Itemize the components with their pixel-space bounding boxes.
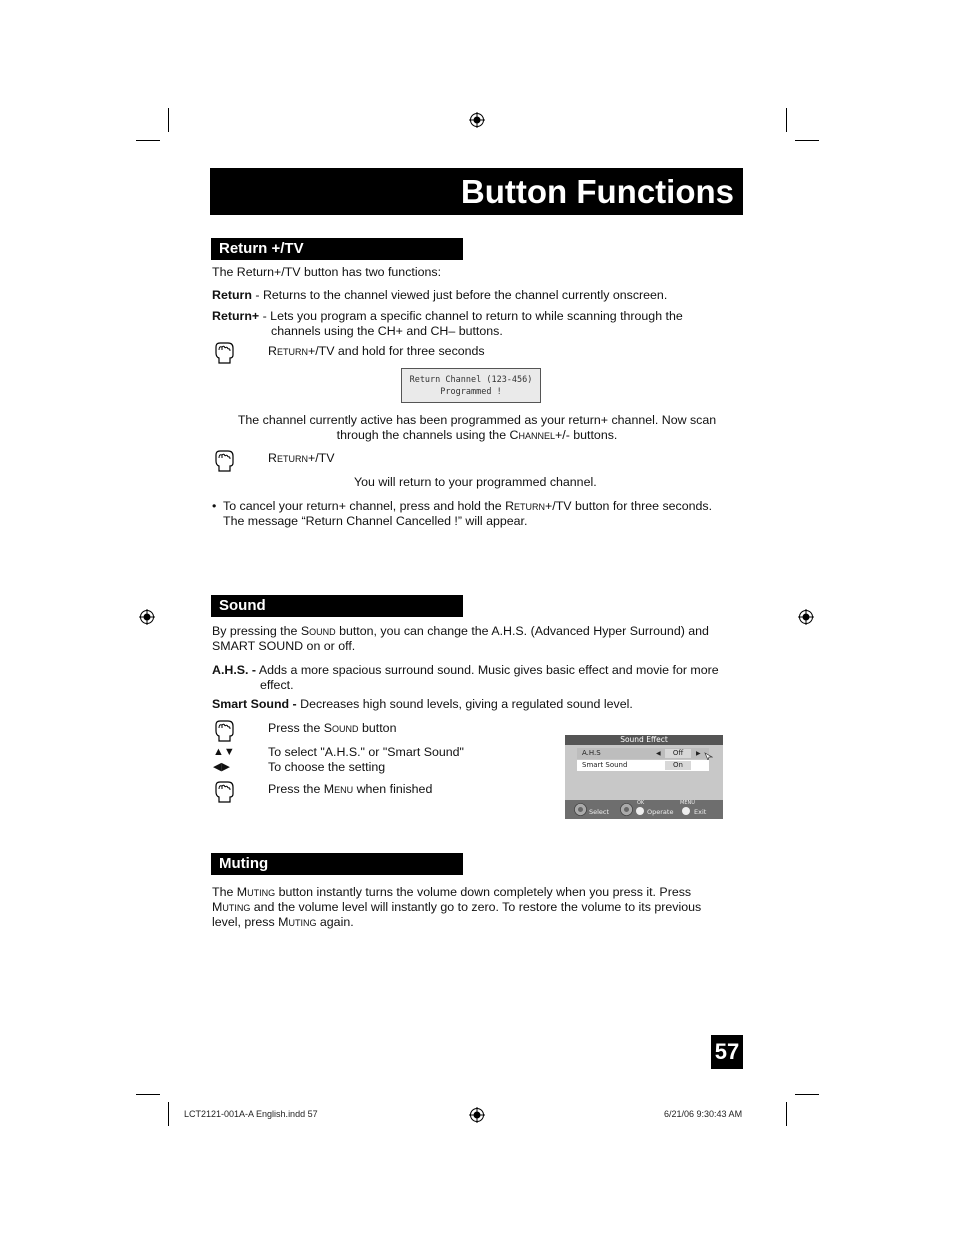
intro-text: By pressing the bbox=[212, 624, 301, 638]
osd-exit-label: Exit bbox=[694, 808, 707, 816]
crop-mark bbox=[168, 1102, 169, 1126]
press-button-hand-icon bbox=[213, 719, 235, 743]
sound-intro-cont: SMART SOUND on or off. bbox=[212, 639, 356, 653]
menu-button-icon bbox=[682, 807, 690, 815]
registration-mark-icon bbox=[798, 609, 814, 625]
definition-text: Decreases high sound levels, giving a regulated sound level. bbox=[296, 697, 633, 711]
osd-row-value: On bbox=[665, 761, 691, 770]
press-button-hand-icon bbox=[213, 780, 235, 804]
note-text: through the channels using the bbox=[336, 428, 510, 442]
body-text: button instantly turns the volume down completely when you press it. Press bbox=[275, 885, 692, 899]
osd-row-smart-sound bbox=[577, 760, 709, 771]
sound-step-3: To choose the setting bbox=[268, 760, 386, 774]
muting-text-3 bbox=[212, 915, 354, 930]
body-text: The bbox=[212, 885, 237, 899]
section-heading-sound: Sound bbox=[211, 595, 463, 617]
bullet-marker: • bbox=[212, 499, 217, 513]
crop-mark bbox=[795, 140, 819, 141]
registration-mark-icon bbox=[469, 112, 485, 128]
definition-text: - Lets you program a specific channel to return to while scanning through the bbox=[259, 309, 683, 323]
button-name: Sound bbox=[300, 624, 336, 638]
step-text: +/TV and hold for three seconds bbox=[307, 344, 485, 358]
footer-timestamp: 6/21/06 9:30:43 AM bbox=[664, 1109, 743, 1119]
return-note-1: The channel currently active has been programmed as your return+ channel. Now scan bbox=[237, 413, 717, 427]
up-down-arrows-icon: ▲▼ bbox=[213, 746, 235, 758]
returnplus-definition-cont: channels using the CH+ and CH– buttons. bbox=[271, 324, 503, 338]
definition-text: Adds a more spacious surround sound. Music gives basic effect and movie for more bbox=[256, 663, 719, 677]
term-returnplus: Return+ bbox=[212, 309, 260, 323]
button-name: Muting bbox=[236, 885, 276, 899]
crop-mark bbox=[786, 108, 787, 132]
ahs-definition-cont: effect. bbox=[260, 678, 294, 692]
left-arrow-icon: ◀ bbox=[656, 750, 661, 757]
section-heading-muting: Muting bbox=[211, 853, 463, 875]
sound-step-2: To select "A.H.S." or "Smart Sound" bbox=[268, 745, 464, 759]
osd-footer bbox=[565, 800, 723, 819]
return-intro: The Return+/TV button has two functions: bbox=[212, 265, 442, 279]
body-text: level, press bbox=[212, 915, 279, 929]
osd-select-label: Select bbox=[589, 808, 610, 816]
section-heading-return: Return +/TV bbox=[211, 238, 463, 260]
crop-mark bbox=[136, 140, 160, 141]
osd-row-ahs bbox=[577, 748, 709, 759]
registration-mark-icon bbox=[469, 1107, 485, 1123]
left-right-arrows-icon: ◀▶ bbox=[213, 761, 230, 773]
step-text: Press the bbox=[268, 782, 324, 796]
muting-text-1 bbox=[212, 885, 691, 900]
dpad-icon bbox=[620, 803, 633, 816]
registration-mark-icon bbox=[139, 609, 155, 625]
right-arrow-icon: ▶ bbox=[696, 750, 701, 757]
osd-line: Return Channel (123-456) bbox=[409, 375, 533, 385]
returnplus-definition bbox=[212, 309, 683, 324]
osd-return-programmed bbox=[401, 368, 541, 403]
muting-text-2 bbox=[212, 900, 701, 915]
osd-menu-label: MENU bbox=[680, 800, 695, 806]
note-text: +/- buttons. bbox=[555, 428, 618, 442]
sound-intro bbox=[212, 624, 709, 639]
button-name: Return bbox=[268, 344, 308, 358]
step-text: when finished bbox=[353, 782, 433, 796]
osd-row-label: Smart Sound bbox=[582, 761, 628, 769]
dpad-icon bbox=[574, 803, 587, 816]
term-return: Return bbox=[212, 288, 252, 302]
return-step-1 bbox=[268, 344, 485, 359]
crop-mark bbox=[786, 1102, 787, 1126]
bullet-text: To cancel your return+ channel, press and hold the bbox=[223, 499, 506, 513]
sound-step-4 bbox=[268, 782, 432, 797]
osd-row-label: A.H.S bbox=[582, 749, 601, 757]
cancel-bullet bbox=[223, 499, 712, 514]
intro-text: button, you can change the A.H.S. (Advanced Hyper Surround) and bbox=[335, 624, 709, 638]
bullet-text: +/TV button for three seconds. bbox=[545, 499, 713, 513]
term-smart-sound: Smart Sound - bbox=[212, 697, 297, 711]
footer-file-info: LCT2121-001A-A English.indd 57 bbox=[184, 1109, 318, 1119]
press-button-hand-icon bbox=[213, 449, 235, 473]
body-text: and the volume level will instantly go to zero. To restore the volume to its previous bbox=[250, 900, 702, 914]
step-text: Press the bbox=[268, 721, 324, 735]
ahs-definition bbox=[212, 663, 719, 678]
button-name: Menu bbox=[323, 782, 354, 796]
osd-ok-label: OK bbox=[637, 800, 645, 806]
osd-operate-label: Operate bbox=[647, 808, 674, 816]
smart-sound-definition bbox=[212, 697, 633, 712]
osd-title: Sound Effect bbox=[565, 735, 723, 745]
osd-line: Programmed ! bbox=[440, 387, 502, 397]
definition-text: - Returns to the channel viewed just before the channel currently onscreen. bbox=[251, 288, 668, 302]
crop-mark bbox=[136, 1094, 160, 1095]
crop-mark bbox=[795, 1094, 819, 1095]
term-ahs: A.H.S. - bbox=[212, 663, 257, 677]
osd-row-value: Off bbox=[665, 749, 691, 758]
button-name: Muting bbox=[278, 915, 317, 929]
return-note-2: You will return to your programmed channel. bbox=[354, 475, 597, 489]
button-name: Sound bbox=[323, 721, 359, 735]
crop-mark bbox=[168, 108, 169, 132]
page-number: 57 bbox=[711, 1035, 743, 1069]
button-name: Return bbox=[505, 499, 546, 513]
return-definition bbox=[212, 288, 667, 303]
ok-button-icon bbox=[636, 807, 644, 815]
sound-step-1 bbox=[268, 721, 396, 736]
return-note-1-cont bbox=[0, 428, 954, 443]
osd-sound-effect bbox=[565, 735, 723, 819]
body-text: again. bbox=[316, 915, 354, 929]
step-text: +/TV bbox=[307, 451, 335, 465]
button-name: Channel bbox=[509, 428, 556, 442]
return-step-2 bbox=[268, 451, 334, 466]
step-text: button bbox=[358, 721, 397, 735]
cancel-bullet-cont: The message “Return Channel Cancelled !” will appear. bbox=[223, 514, 528, 528]
button-name: Return bbox=[268, 451, 308, 465]
page-title: Button Functions bbox=[210, 168, 743, 215]
button-name: Muting bbox=[212, 900, 251, 914]
press-button-hand-icon bbox=[213, 341, 235, 365]
